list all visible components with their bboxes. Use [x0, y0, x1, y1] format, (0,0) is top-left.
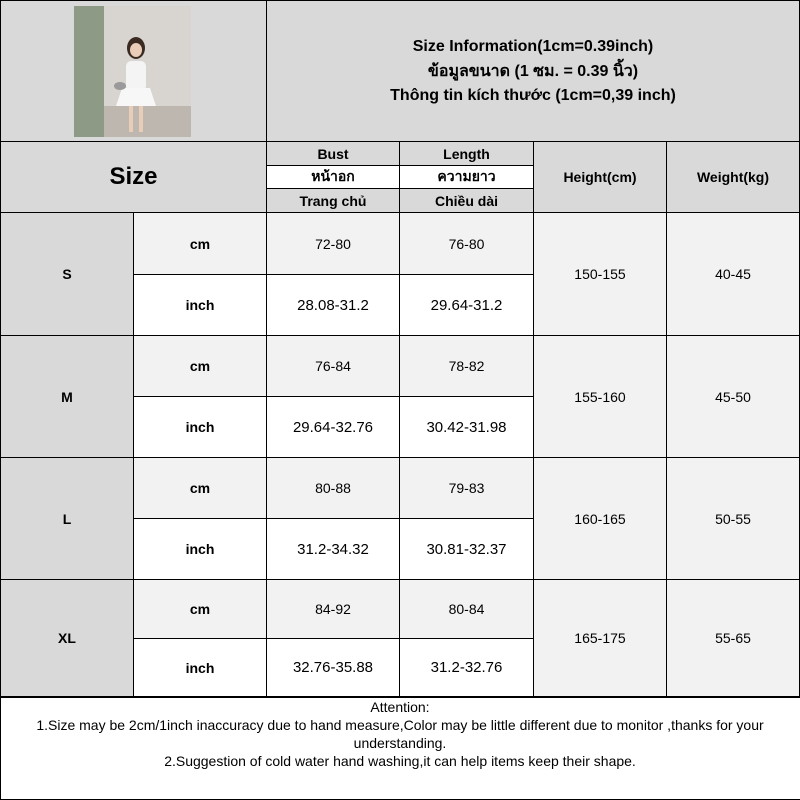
length-header-en: Length — [400, 142, 534, 166]
size-cell-l: L — [1, 458, 134, 580]
attention-notes — [0, 697, 800, 800]
unit-cm-s: cm — [134, 213, 267, 275]
bust-header-en: Bust — [267, 142, 400, 166]
unit-cm-m: cm — [134, 336, 267, 397]
length-cm-xl: 80-84 — [400, 580, 534, 639]
bust-header-vi: Trang chủ — [267, 189, 400, 213]
size-header-label: Size — [109, 163, 158, 190]
unit-cm-xl: cm — [134, 580, 267, 639]
bust-inch-s: 28.08-31.2 — [267, 275, 400, 336]
length-inch-s: 29.64-31.2 — [400, 275, 534, 336]
length-header-vi: Chiều dài — [400, 189, 534, 213]
bust-header-th: หน้าอก — [267, 166, 400, 189]
weight-xl: 55-65 — [667, 580, 800, 697]
attention-note-1: 1.Size may be 2cm/1inch inaccuracy due to hand measure,Color may be little different due to monitor ,thanks for your — [36, 717, 764, 733]
bust-cm-s: 72-80 — [267, 213, 400, 275]
weight-m: 45-50 — [667, 336, 800, 458]
title-block — [390, 38, 676, 105]
weight-l: 50-55 — [667, 458, 800, 580]
size-cell-xl: XL — [1, 580, 134, 697]
weight-s: 40-45 — [667, 213, 800, 336]
height-header: Height(cm) — [534, 142, 667, 213]
attention-note-2: 2.Suggestion of cold water hand washing,it can help items keep their shape. — [164, 753, 636, 769]
unit-inch-l: inch — [134, 519, 267, 580]
size-cell-m: M — [1, 336, 134, 458]
length-inch-m: 30.42-31.98 — [400, 397, 534, 458]
length-header-th: ความยาว — [400, 166, 534, 189]
attention-heading: Attention: — [370, 699, 430, 715]
bust-inch-l: 31.2-34.32 — [267, 519, 400, 580]
length-cm-s: 76-80 — [400, 213, 534, 275]
title-vietnamese: Thông tin kích thước (1cm=0,39 inch) — [390, 86, 676, 104]
unit-inch-xl: inch — [134, 639, 267, 697]
bust-inch-xl: 32.76-35.88 — [267, 639, 400, 697]
size-header — [1, 142, 267, 213]
height-xl: 165-175 — [534, 580, 667, 697]
bust-cm-m: 76-84 — [267, 336, 400, 397]
bust-inch-m: 29.64-32.76 — [267, 397, 400, 458]
length-inch-l: 30.81-32.37 — [400, 519, 534, 580]
title-thai: ข้อมูลขนาด (1 ซม. = 0.39 นิ้ว) — [427, 62, 639, 80]
attention-note-1-cont: understanding. — [353, 735, 447, 751]
length-cm-m: 78-82 — [400, 336, 534, 397]
unit-inch-m: inch — [134, 397, 267, 458]
model-photo-svg — [74, 6, 191, 137]
height-l: 160-165 — [534, 458, 667, 580]
length-cm-l: 79-83 — [400, 458, 534, 519]
title-cell — [267, 1, 800, 142]
size-cell-s: S — [1, 213, 134, 336]
length-inch-xl: 31.2-32.76 — [400, 639, 534, 697]
height-s: 150-155 — [534, 213, 667, 336]
unit-inch-s: inch — [134, 275, 267, 336]
title-english: Size Information(1cm=0.39inch) — [412, 37, 654, 55]
bust-cm-xl: 84-92 — [267, 580, 400, 639]
model-photo-icon — [74, 6, 191, 137]
unit-cm-l: cm — [134, 458, 267, 519]
weight-header: Weight(kg) — [667, 142, 800, 213]
height-m: 155-160 — [534, 336, 667, 458]
bust-cm-l: 80-88 — [267, 458, 400, 519]
